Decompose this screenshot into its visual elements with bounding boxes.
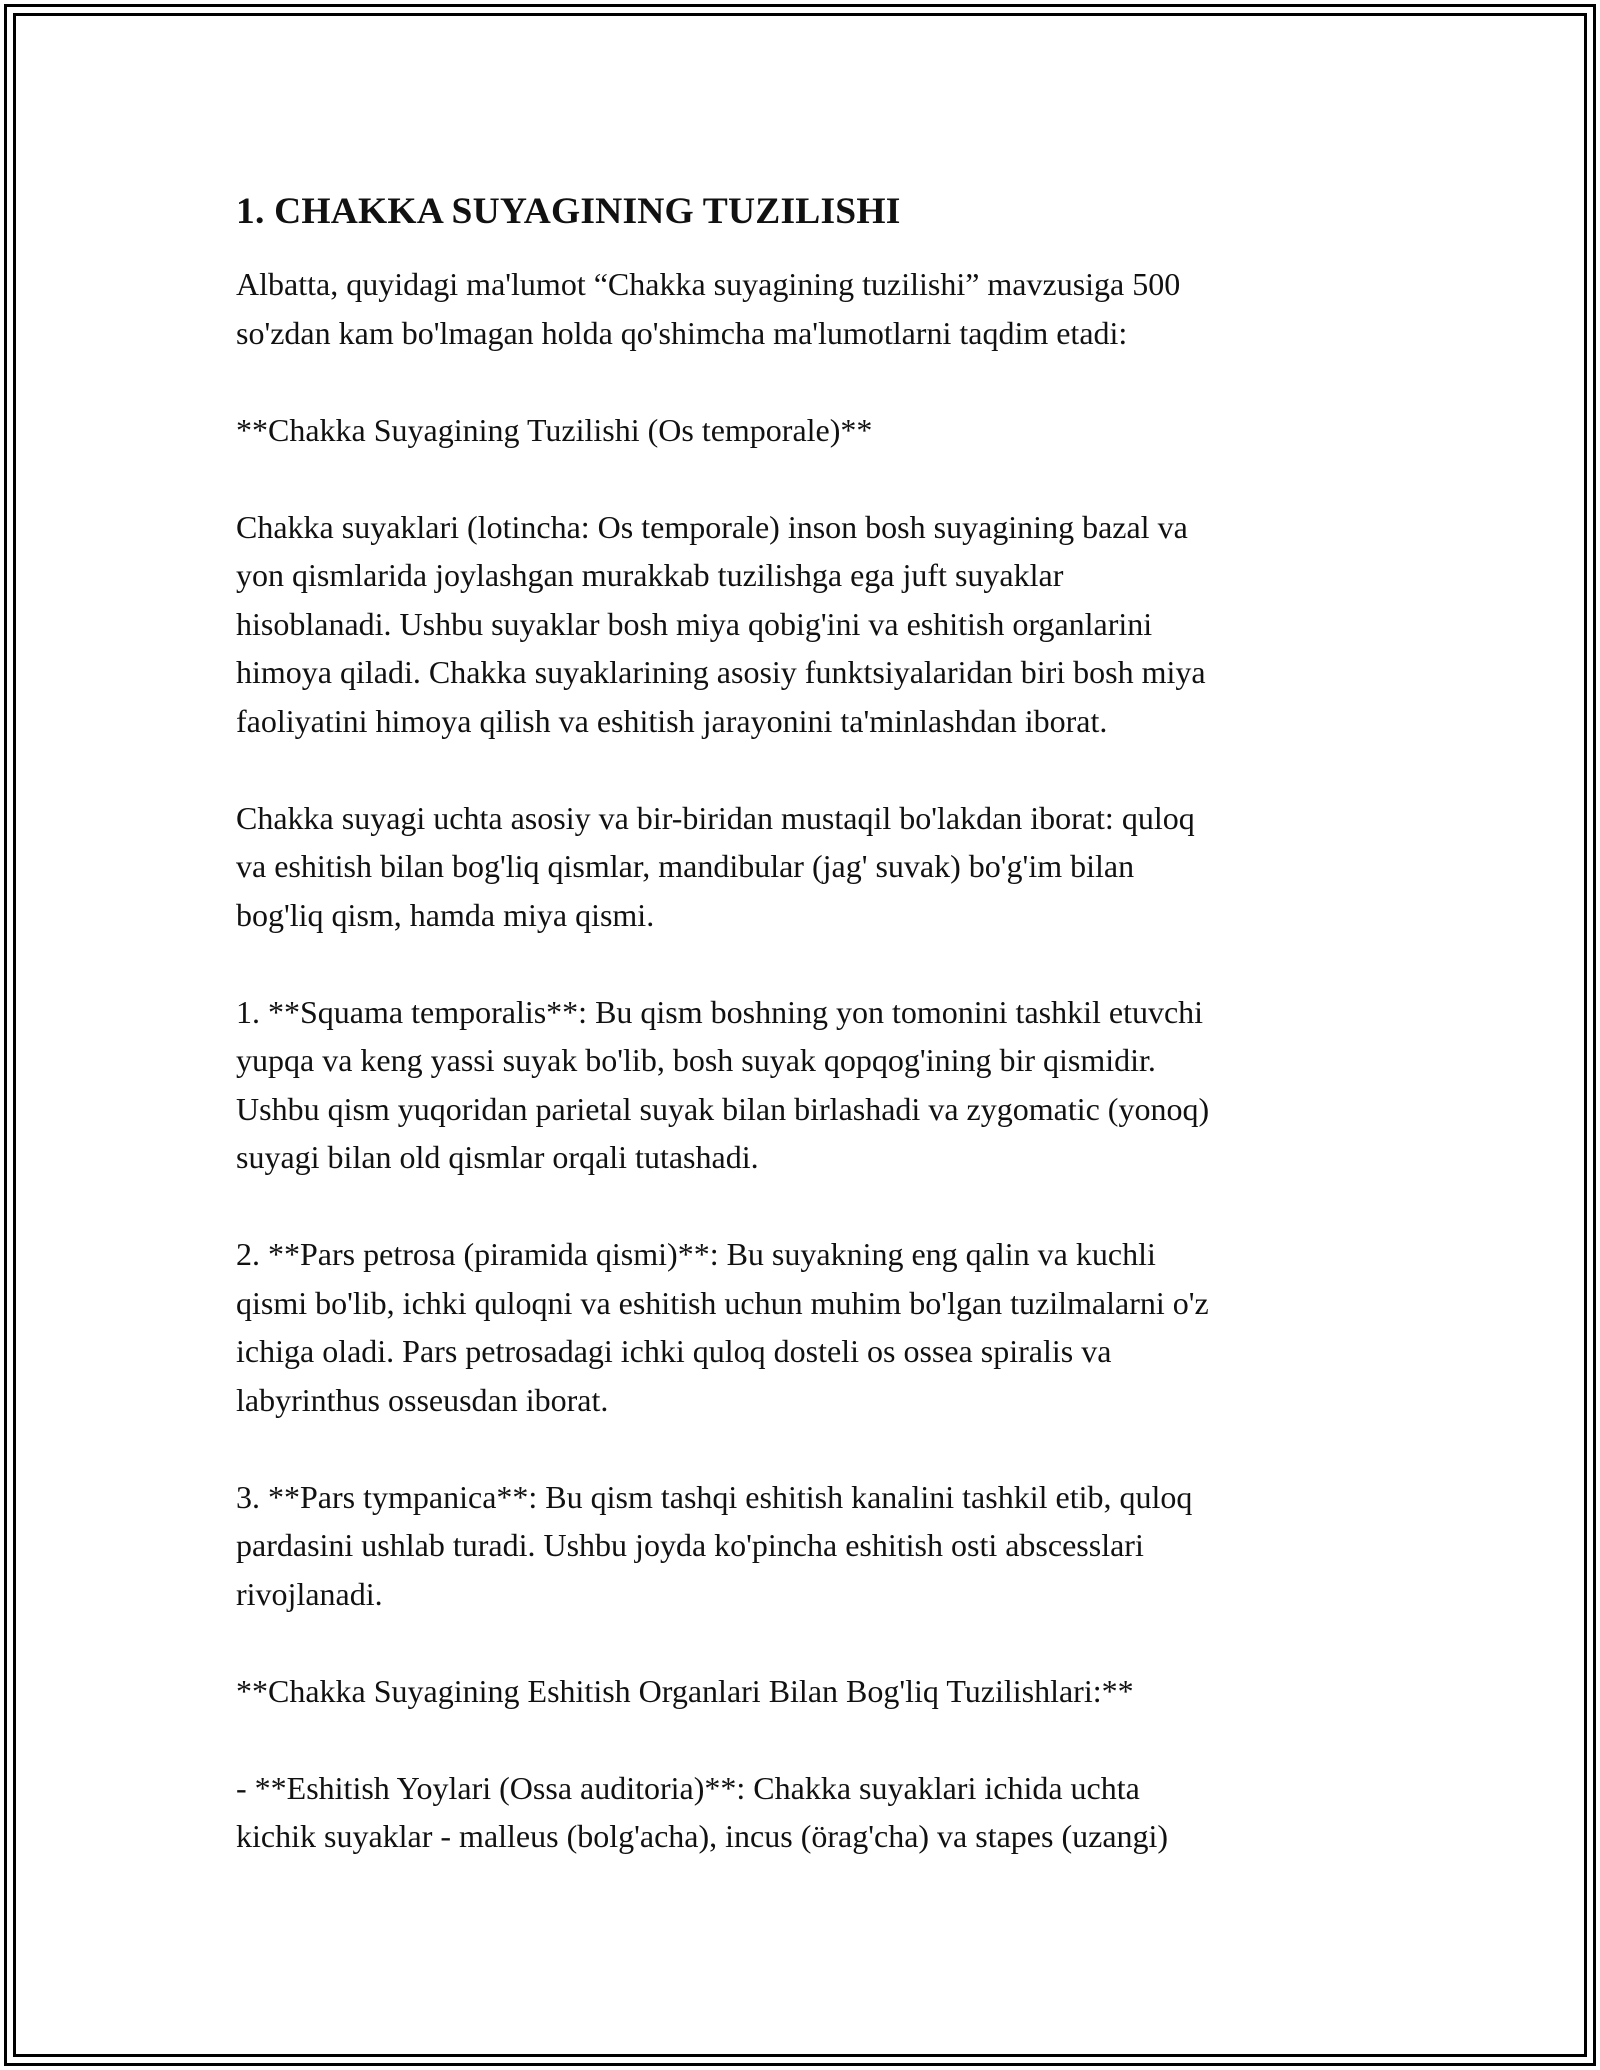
text-line: Ushbu qism yuqoridan parietal suyak bilan birlashadi va zygomatic (yonoq) [236, 1090, 1210, 1127]
text-line: **Chakka Suyagining Tuzilishi (Os temporale)** [236, 411, 873, 448]
text-line: qismi bo'lib, ichki quloqni va eshitish uchun muhim bo'lgan tuzilmalarni o'z [236, 1284, 1209, 1321]
text-line: 2. **Pars petrosa (piramida qismi)**: Bu suyakning eng qalin va kuchli [236, 1236, 1156, 1272]
text-line: Albatta, quyidagi ma'lumot “Chakka suyagining tuzilishi” mavzusiga 500 [236, 266, 1181, 302]
text-line: yon qismlarida joylashgan murakkab tuzilishga ega juft suyaklar [236, 557, 1064, 593]
text-line: va eshitish bilan bog'liq qismlar, mandibular (jag' suvak) bo'g'im bilan [236, 848, 1135, 884]
text-line: so'zdan kam bo'lmagan holda qo'shimcha ma'lumotlarni taqdim etadi: [236, 314, 1128, 351]
text-line: - **Eshitish Yoylari (Ossa auditoria)**: Chakka suyaklari ichida uchta [236, 1769, 1140, 1806]
paragraph-squama [236, 988, 1366, 1182]
text-line: bog'liq qism, hamda miya qismi. [236, 896, 655, 933]
paragraph-subheading-hearing [236, 1667, 1366, 1716]
text-line: ichiga oladi. Pars petrosadagi ichki quloq dosteli os ossea spiralis va [236, 1333, 1112, 1369]
text-line: 1. **Squama temporalis**: Bu qism boshning yon tomonini tashkil etuvchi [236, 993, 1204, 1030]
text-line: pardasini ushlab turadi. Ushbu joyda ko'pincha eshitish osti abscesslari [236, 1527, 1144, 1563]
text-line: himoya qiladi. Chakka suyaklarining asosiy funktsiyalaridan biri bosh miya [236, 654, 1206, 690]
paragraph-ossicles [236, 1764, 1366, 1861]
text-line: hisoblanadi. Ushbu suyaklar bosh miya qobig'ini va eshitish organlarini [236, 605, 1153, 642]
text-line: Chakka suyagi uchta asosiy va bir-biridan mustaqil bo'lakdan iborat: quloq [236, 799, 1195, 836]
document-title: 1. CHAKKA SUYAGINING TUZILISHI [236, 191, 901, 232]
text-line: labyrinthus osseusdan iborat. [236, 1381, 609, 1418]
text-line: 3. **Pars tympanica**: Bu qism tashqi eshitish kanalini tashkil etib, quloq [236, 1478, 1193, 1515]
paragraph-tympanica [236, 1473, 1366, 1619]
text-line: suyagi bilan old qismlar orqali tutashadi. [236, 1139, 759, 1175]
text-line: Chakka suyaklari (lotincha: Os temporale) inson bosh suyagining bazal va [236, 508, 1188, 545]
text-line: rivojlanadi. [236, 1575, 383, 1612]
text-line: kichik suyaklar - malleus (bolg'acha), incus (örag'cha) va stapes (uzangi) [236, 1818, 1169, 1854]
paragraph-overview [236, 503, 1366, 746]
paragraph-petrosa [236, 1230, 1366, 1424]
paragraph-parts [236, 794, 1366, 940]
paragraph-intro [236, 260, 1366, 357]
paragraph-subheading [236, 406, 1366, 455]
text-line: yupqa va keng yassi suyak bo'lib, bosh suyak qopqog'ining bir qismidir. [236, 1042, 1156, 1078]
text-line: faoliyatini himoya qilish va eshitish jarayonini ta'minlashdan iborat. [236, 702, 1108, 739]
text-line: **Chakka Suyagining Eshitish Organlari Bilan Bog'liq Tuzilishlari:** [236, 1672, 1134, 1709]
document-body [236, 188, 1366, 1909]
